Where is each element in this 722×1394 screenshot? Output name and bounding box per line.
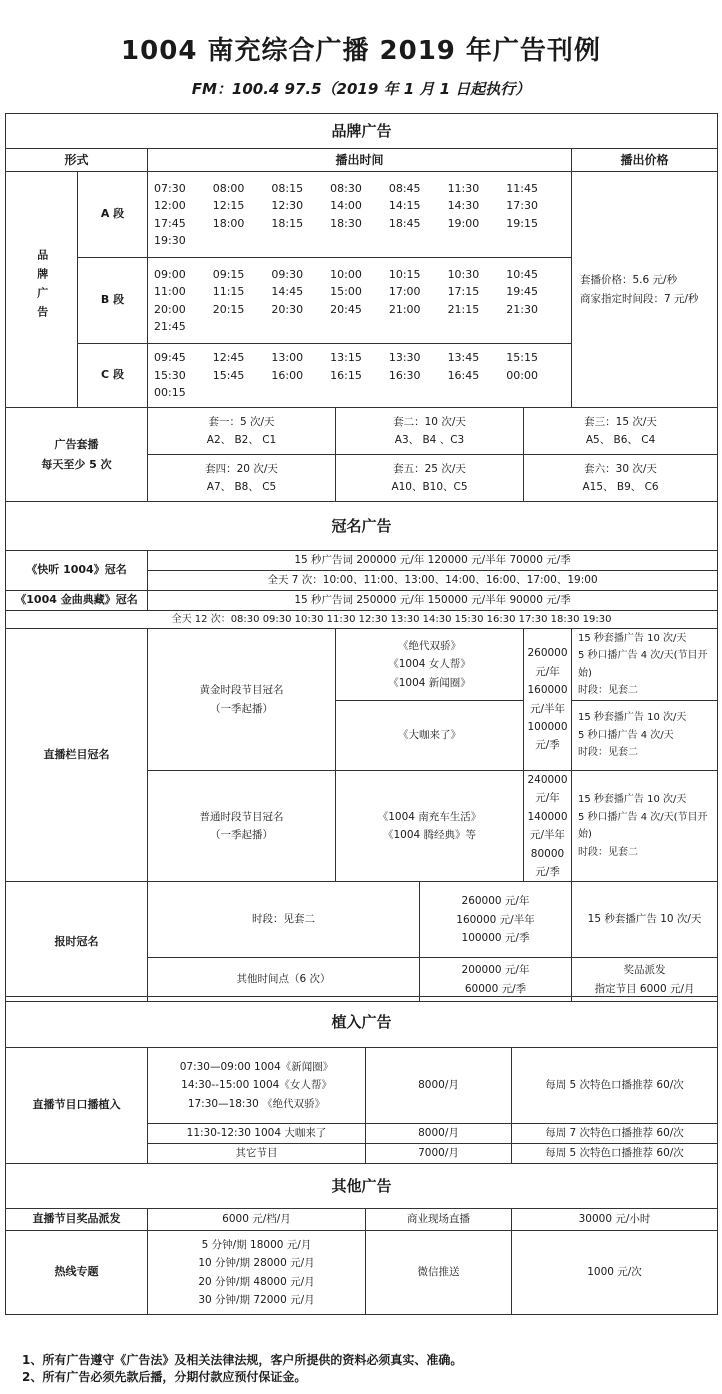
segment-a-times — [148, 172, 572, 258]
time-slot: 21:00 — [388, 302, 421, 316]
time-slot: 13:30 — [388, 351, 421, 365]
implant-programs-2: 11:30-12:30 1004 大咖来了 — [148, 1124, 366, 1144]
time-slot: 12:15 — [212, 199, 245, 212]
time-slot: 09:45 — [154, 351, 186, 365]
time-slot: 17:45 — [154, 216, 186, 230]
time-slot: 16:45 — [447, 368, 480, 382]
implant-desc-1: 每周 5 次特色口播推荐 60/次 — [512, 1048, 718, 1124]
report-time-2: 其他时间点（6 次） — [148, 958, 420, 1002]
time-slot: 14:15 — [388, 199, 421, 212]
time-slot: 21:45 — [154, 320, 186, 333]
time-slot: 00:15 — [154, 386, 186, 400]
segment-a-label: A 段 — [78, 172, 148, 258]
implant-price-3: 7000/月 — [366, 1144, 512, 1164]
time-slot: 18:45 — [388, 216, 421, 230]
footnotes — [22, 1352, 462, 1386]
wechat-label: 微信推送 — [366, 1231, 512, 1315]
naming-row1-label: 《快听 1004》冠名 — [6, 551, 148, 591]
rate-table-extra — [5, 996, 718, 1315]
time-slot: 12:30 — [271, 199, 304, 212]
time-slot: 17:00 — [388, 285, 421, 298]
time-slot: 09:15 — [212, 267, 245, 281]
time-slot: 11:00 — [154, 285, 186, 298]
implant-price-2: 8000/月 — [366, 1124, 512, 1144]
implant-programs-3: 其它节目 — [148, 1144, 366, 1164]
gold-programs-1: 《绝代双骄》 《1004 女人帮》 《1004 新闻圈》 — [336, 629, 524, 701]
time-slot: 12:45 — [212, 351, 245, 365]
implant-programs-1: 07:30—09:00 1004《新闻圈》 14:30--15:00 1004《女人帮》 17:30—18:30 《绝代双骄》 — [148, 1048, 366, 1124]
footnote-2: 2、所有广告必须先款后播，分期付款应预付保证金。 — [22, 1370, 307, 1384]
header-time: 播出时间 — [148, 149, 572, 172]
header-form: 形式 — [6, 149, 148, 172]
segment-b-times — [148, 258, 572, 344]
gold-programs-2: 《大咖来了》 — [336, 701, 524, 771]
package-2: 套二：10 次/天 A3、 B4 、C3 — [336, 408, 524, 455]
time-slot: 13:15 — [330, 351, 362, 365]
report-time-1: 时段：见套二 — [148, 882, 420, 958]
time-slot: 14:30 — [447, 199, 480, 212]
time-slot: 19:30 — [154, 234, 186, 247]
implant-label: 直播节目口播植入 — [6, 1048, 148, 1164]
wechat-price: 1000 元/次 — [512, 1231, 718, 1315]
time-slot: 14:45 — [271, 285, 304, 298]
time-slot: 19:45 — [506, 285, 538, 298]
footnote-1: 1、所有广告遵守《广告法》及相关法律法规，客户所提供的资料必须真实、准确。 — [22, 1353, 463, 1367]
time-slot: 16:15 — [330, 368, 362, 382]
package-4: 套四：20 次/天 A7、 B8、 C5 — [148, 455, 336, 502]
time-slot: 21:30 — [506, 302, 538, 316]
report-desc-2: 奖品派发 指定节目 6000 元/月 — [572, 958, 718, 1002]
report-naming-label: 报时冠名 — [6, 882, 148, 1002]
time-slot: 08:15 — [271, 181, 304, 195]
rate-table-main — [5, 113, 718, 1002]
time-slot: 08:45 — [388, 181, 421, 195]
time-slot: 16:30 — [388, 368, 421, 382]
time-slot: 08:30 — [330, 181, 362, 195]
section-naming: 冠名广告 — [6, 502, 718, 551]
package-5: 套五：25 次/天 A10、B10、C5 — [336, 455, 524, 502]
report-price-2: 200000 元/年 60000 元/季 — [420, 958, 572, 1002]
package-label: 广告套播 每天至少 5 次 — [6, 408, 148, 502]
gold-desc-2: 15 秒套播广告 10 次/天 5 秒口播广告 4 次/天 时段：见套二 — [572, 701, 718, 771]
time-slot: 10:00 — [330, 267, 362, 281]
time-slot: 17:15 — [447, 285, 480, 298]
time-slot: 11:45 — [506, 181, 538, 195]
gold-desc-1: 15 秒套播广告 10 次/天 5 秒口播广告 4 次/天(节目开始) 时段：见套二 — [572, 629, 718, 701]
naming-row1-times: 全天 7 次：10:00、11:00、13:00、14:00、16:00、17:00、19:00 — [148, 571, 718, 591]
time-slot: 13:00 — [271, 351, 304, 365]
segment-c-times — [148, 344, 572, 408]
section-brand: 品牌广告 — [6, 114, 718, 149]
segment-c-label: C 段 — [78, 344, 148, 408]
normal-programs: 《1004 南充车生活》 《1004 腾经典》等 — [336, 771, 524, 882]
time-slot: 19:00 — [447, 216, 480, 230]
time-slot: 20:15 — [212, 302, 245, 316]
report-price-1: 260000 元/年 160000 元/半年 100000 元/季 — [420, 882, 572, 958]
time-slot: 13:45 — [447, 351, 480, 365]
time-slot: 15:15 — [506, 351, 538, 365]
header-price: 播出价格 — [572, 149, 718, 172]
time-slot: 15:00 — [330, 285, 362, 298]
time-slot: 00:00 — [506, 368, 538, 382]
time-slot: 10:45 — [506, 267, 538, 281]
time-slot: 21:15 — [447, 302, 480, 316]
gold-price: 260000 元/年 160000 元/半年 100000 元/季 — [524, 629, 572, 771]
time-slot: 09:30 — [271, 267, 304, 281]
live-event-label: 商业现场直播 — [366, 1209, 512, 1231]
time-slot: 18:15 — [271, 216, 304, 230]
naming-row1-prices: 15 秒广告词 200000 元/年 120000 元/半年 70000 元/季 — [148, 551, 718, 571]
implant-desc-2: 每周 7 次特色口播推荐 60/次 — [512, 1124, 718, 1144]
gold-label: 黄金时段节目冠名 （一季起播） — [148, 629, 336, 771]
time-slot: 07:30 — [154, 181, 186, 195]
time-slot: 20:30 — [271, 302, 304, 316]
section-implant: 植入广告 — [6, 997, 718, 1048]
section-other: 其他广告 — [6, 1164, 718, 1209]
segment-b-label: B 段 — [78, 258, 148, 344]
time-slot: 15:30 — [154, 368, 186, 382]
time-slot: 08:00 — [212, 181, 245, 195]
live-event-price: 30000 元/小时 — [512, 1209, 718, 1231]
time-slot: 11:30 — [447, 181, 480, 195]
time-slot: 09:00 — [154, 267, 186, 281]
hotline-label: 热线专题 — [6, 1231, 148, 1315]
time-slot: 20:45 — [330, 302, 362, 316]
time-slot: 12:00 — [154, 199, 186, 212]
package-1: 套一：5 次/天 A2、 B2、 C1 — [148, 408, 336, 455]
brand-price: 套播价格：5.6 元/秒 商家指定时间段：7 元/秒 — [572, 172, 718, 408]
prize-price: 6000 元/档/月 — [148, 1209, 366, 1231]
time-slot: 20:00 — [154, 302, 186, 316]
package-6: 套六：30 次/天 A15、 B9、 C6 — [524, 455, 718, 502]
naming-row2-prices: 15 秒广告词 250000 元/年 150000 元/半年 90000 元/季 — [148, 591, 718, 611]
normal-desc: 15 秒套播广告 10 次/天 5 秒口播广告 4 次/天(节目开始) 时段：见套二 — [572, 771, 718, 882]
naming-row2-times: 全天 12 次：08:30 09:30 10:30 11:30 12:30 13:30 14:30 15:30 16:30 17:30 18:30 19:30 — [6, 611, 718, 629]
page-title: 1004 南充综合广播 2019 年广告刊例 — [121, 36, 601, 66]
page-subtitle: FM：100.4 97.5（2019 年 1 月 1 日起执行） — [191, 80, 531, 98]
time-slot: 14:00 — [330, 199, 362, 212]
hotline-prices: 5 分钟/期 18000 元/月 10 分钟/期 28000 元/月 20 分钟/期 48000 元/月 30 分钟/期 72000 元/月 — [148, 1231, 366, 1315]
naming-row2-label: 《1004 金曲典藏》冠名 — [6, 591, 148, 611]
report-desc-1: 15 秒套播广告 10 次/天 — [572, 882, 718, 958]
time-slot: 15:45 — [212, 368, 245, 382]
time-slot: 18:30 — [330, 216, 362, 230]
implant-price-1: 8000/月 — [366, 1048, 512, 1124]
brand-vertical-label: 品牌广告 — [6, 172, 78, 408]
time-slot: 19:15 — [506, 216, 538, 230]
live-naming-label: 直播栏目冠名 — [6, 629, 148, 882]
time-slot: 16:00 — [271, 368, 304, 382]
implant-desc-3: 每周 5 次特色口播推荐 60/次 — [512, 1144, 718, 1164]
time-slot: 17:30 — [506, 199, 538, 212]
time-slot: 10:15 — [388, 267, 421, 281]
time-slot: 18:00 — [212, 216, 245, 230]
time-slot: 10:30 — [447, 267, 480, 281]
package-3: 套三：15 次/天 A5、 B6、 C4 — [524, 408, 718, 455]
normal-label: 普通时段节目冠名 （一季起播） — [148, 771, 336, 882]
prize-label: 直播节目奖品派发 — [6, 1209, 148, 1231]
normal-price: 240000 元/年 140000 元/半年 80000 元/季 — [524, 771, 572, 882]
time-slot: 11:15 — [212, 285, 245, 298]
